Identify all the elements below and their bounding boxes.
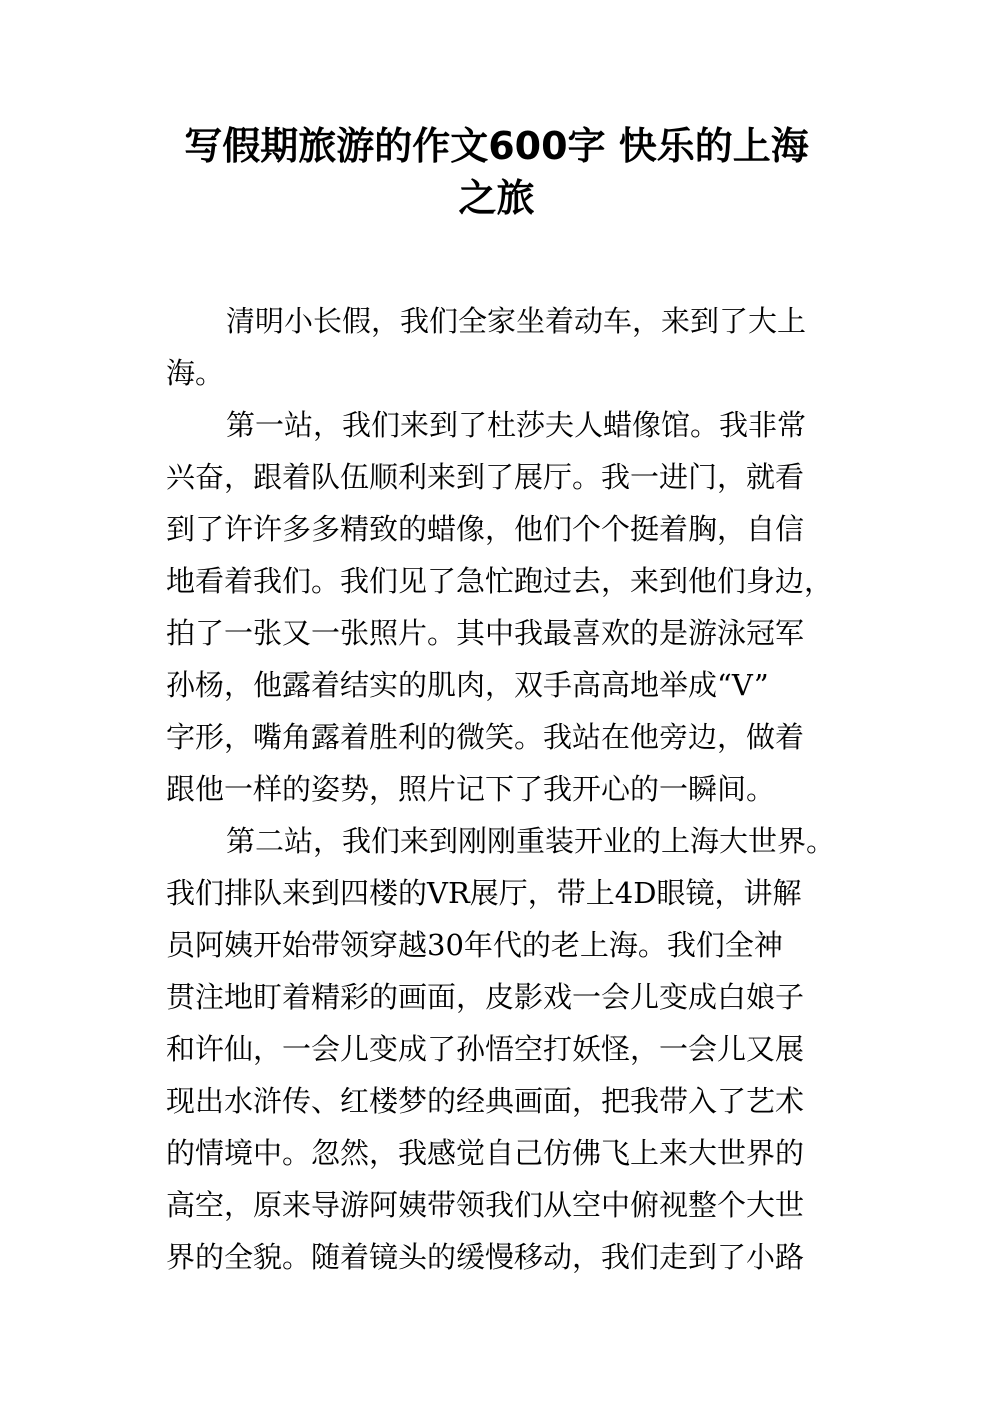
text-line: 到了许许多多精致的蜡像，他们个个挺着胸，自信: [166, 512, 805, 546]
text-line: 跟他一样的姿势，照片记下了我开心的一瞬间。: [166, 772, 776, 806]
text-line: 海。: [166, 356, 225, 390]
text-line: 兴奋，跟着队伍顺利来到了展厅。我一进门，就看: [166, 460, 805, 494]
text-line: 清明小长假，我们全家坐着动车，来到了大上: [226, 304, 807, 338]
text-line: 贯注地盯着精彩的画面，皮影戏一会儿变成白娘子: [166, 980, 805, 1014]
text-line: 我们排队来到四楼的VR展厅，带上4D眼镜，讲解: [166, 876, 802, 910]
text-line: 孙杨，他露着结实的肌肉，双手高高地举成“V”: [166, 668, 769, 702]
text-line: 界的全貌。随着镜头的缓慢移动，我们走到了小路: [166, 1240, 805, 1274]
paragraph-3: [166, 815, 846, 1283]
text-line: 字形，嘴角露着胜利的微笑。我站在他旁边，做着: [166, 720, 805, 754]
document-title: [140, 118, 853, 222]
text-line: 现出水浒传、红楼梦的经典画面，把我带入了艺术: [166, 1084, 805, 1118]
paragraph-2: [166, 399, 846, 815]
text-line: 第二站，我们来到刚刚重装开业的上海大世界。: [226, 824, 836, 858]
text-line: 员阿姨开始带领穿越30年代的老上海。我们全神: [166, 928, 783, 962]
paragraph-1: [166, 295, 846, 399]
title-line: 之旅: [458, 176, 535, 220]
title-line: 写假期旅游的作文600字 快乐的上海: [184, 124, 809, 168]
text-line: 拍了一张又一张照片。其中我最喜欢的是游泳冠军: [166, 616, 805, 650]
text-line: 高空，原来导游阿姨带领我们从空中俯视整个大世: [166, 1188, 805, 1222]
document-body: [166, 295, 846, 1283]
text-line: 第一站，我们来到了杜莎夫人蜡像馆。我非常: [226, 408, 807, 442]
text-line: 和许仙，一会儿变成了孙悟空打妖怪，一会儿又展: [166, 1032, 805, 1066]
text-line: 地看着我们。我们见了急忙跑过去，来到他们身边，: [166, 564, 834, 598]
text-line: 的情境中。忽然，我感觉自己仿佛飞上来大世界的: [166, 1136, 805, 1170]
